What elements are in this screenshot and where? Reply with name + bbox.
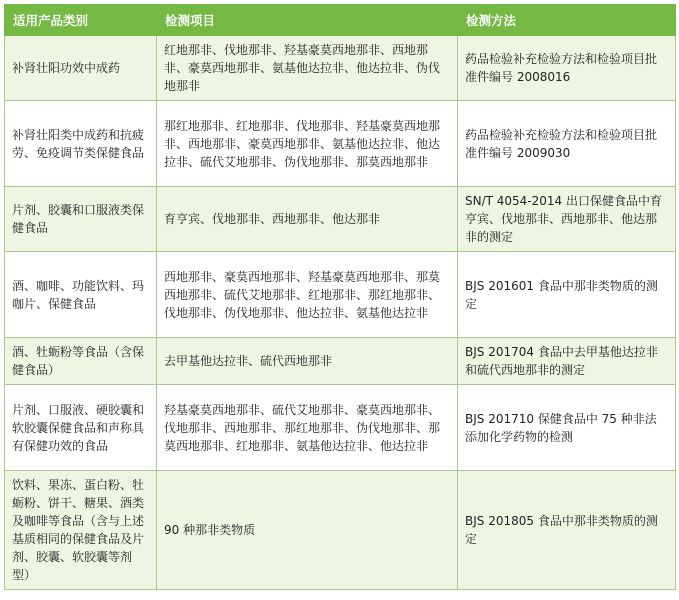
table-row [5, 187, 676, 252]
cell-method: SN/T 4054-2014 出口保健食品中育亨宾、伐地那非、西地那非、他达那非的测定 [458, 187, 676, 252]
cell-items: 那红地那非、红地那非、伐地那非、羟基豪莫西地那非、西地那非、豪莫西地那非、氨基他达拉非、他达拉非、硫代艾地那非、伪伐地那非、那莫西地那非 [157, 101, 458, 187]
cell-method: 药品检验补充检验方法和检验项目批准件编号 2008016 [458, 36, 676, 101]
table-row [5, 36, 676, 101]
header-category: 适用产品类别 [5, 5, 157, 36]
table-row [5, 101, 676, 187]
cell-items: 去甲基他达拉非、硫代西地那非 [157, 338, 458, 385]
cell-items: 90 种那非类物质 [157, 471, 458, 590]
cell-items: 红地那非、伐地那非、羟基豪莫西地那非、西地那非、豪莫西地那非、氨基他达拉非、他达拉非、伪伐地那非 [157, 36, 458, 101]
cell-method: 药品检验补充检验方法和检验项目批准件编号 2009030 [458, 101, 676, 187]
table-row [5, 252, 676, 338]
cell-category: 片剂、胶囊和口服液类保健食品 [5, 187, 157, 252]
cell-items: 育亨宾、伐地那非、西地那非、他达那非 [157, 187, 458, 252]
table-row [5, 338, 676, 385]
cell-method: BJS 201710 保健食品中 75 种非法添加化学药物的检测 [458, 385, 676, 471]
cell-category: 补肾壮阳类中成药和抗疲劳、免疫调节类保健食品 [5, 101, 157, 187]
cell-items: 西地那非、豪莫西地那非、羟基豪莫西地那非、那莫西地那非、硫代艾地那非、红地那非、那红地那非、伐地那非、伪伐地那非、他达拉非、氨基他达拉非 [157, 252, 458, 338]
cell-method: BJS 201601 食品中那非类物质的测定 [458, 252, 676, 338]
cell-method: BJS 201805 食品中那非类物质的测定 [458, 471, 676, 590]
header-method: 检测方法 [458, 5, 676, 36]
detection-methods-table [4, 4, 676, 590]
cell-category: 饮料、果冻、蛋白粉、牡蛎粉、饼干、糖果、酒类及咖啡等食品（含与上述基质相同的保健食品及片剂、胶囊、软胶囊等剂型） [5, 471, 157, 590]
table-row [5, 471, 676, 590]
cell-category: 补肾壮阳功效中成药 [5, 36, 157, 101]
cell-category: 片剂、口服液、硬胶囊和软胶囊保健食品和声称具有保健功效的食品 [5, 385, 157, 471]
cell-method: BJS 201704 食品中去甲基他达拉非和硫代西地那非的测定 [458, 338, 676, 385]
cell-category: 酒、咖啡、功能饮料、玛咖片、保健食品 [5, 252, 157, 338]
table-header-row [5, 5, 676, 36]
cell-items: 羟基豪莫西地那非、硫代艾地那非、豪莫西地那非、伐地那非、西地那非、那红地那非、伪伐地那非、那莫西地那非、红地那非、氨基他达拉非、他达拉非 [157, 385, 458, 471]
cell-category: 酒、牡蛎粉等食品（含保健食品） [5, 338, 157, 385]
table-row [5, 385, 676, 471]
header-items: 检测项目 [157, 5, 458, 36]
